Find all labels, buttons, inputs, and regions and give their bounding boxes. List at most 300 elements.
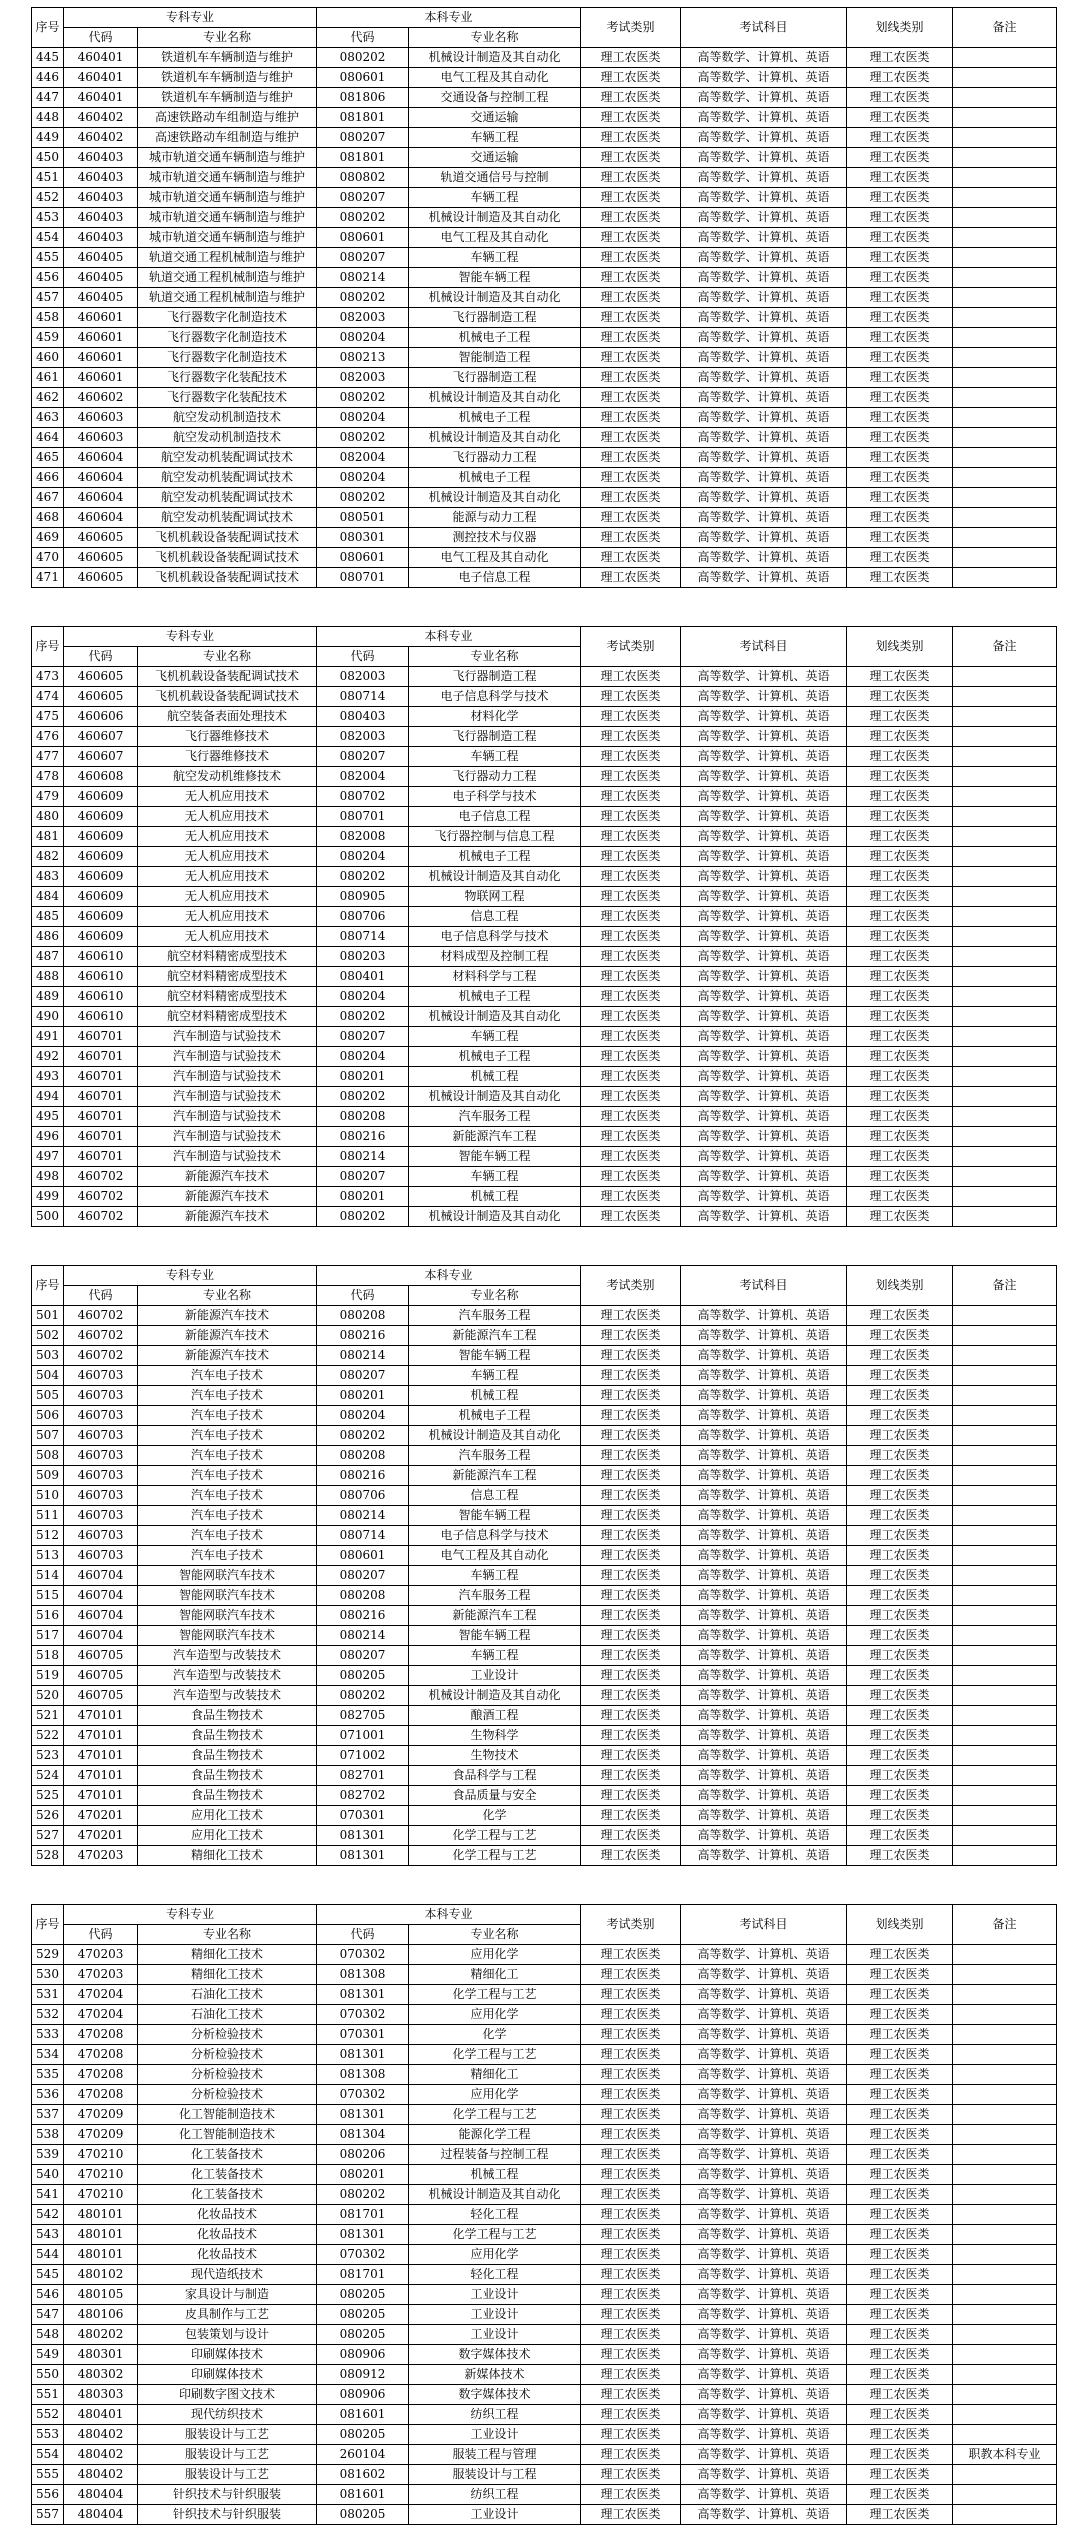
exam-category-cell: 理工农医类 [581,1366,681,1386]
zhuanke-code-cell: 460610 [64,947,138,967]
exam-subjects-cell: 高等数学、计算机、英语 [681,2325,847,2345]
zhuanke-name-cell: 汽车电子技术 [138,1506,317,1526]
zhuanke-code-cell: 460601 [64,348,138,368]
zhuanke-code-cell: 460603 [64,428,138,448]
exam-category-cell: 理工农医类 [581,787,681,807]
exam-subjects-cell: 高等数学、计算机、英语 [681,2265,847,2285]
benke-name-cell: 化学工程与工艺 [409,1826,581,1846]
benke-code-cell: 081601 [317,2485,409,2505]
benke-code-cell: 080906 [317,2345,409,2365]
benke-code-cell: 080204 [317,328,409,348]
exam-subjects-cell: 高等数学、计算机、英语 [681,827,847,847]
seq-cell: 494 [32,1087,64,1107]
exam-subjects-cell: 高等数学、计算机、英语 [681,1606,847,1626]
exam-category-cell: 理工农医类 [581,1945,681,1965]
line-category-cell: 理工农医类 [847,2165,953,2185]
line-category-cell: 理工农医类 [847,887,953,907]
benke-code-cell: 070302 [317,2245,409,2265]
zhuanke-name-cell: 汽车制造与试验技术 [138,1087,317,1107]
line-category-cell: 理工农医类 [847,2005,953,2025]
exam-subjects-cell: 高等数学、计算机、英语 [681,987,847,1007]
seq-cell: 481 [32,827,64,847]
benke-code-cell: 080213 [317,348,409,368]
zhuanke-name-cell: 无人机应用技术 [138,887,317,907]
benke-code-cell: 080205 [317,1666,409,1686]
line-category-cell: 理工农医类 [847,2365,953,2385]
exam-category-cell: 理工农医类 [581,228,681,248]
seq-cell: 491 [32,1027,64,1047]
exam-subjects-cell: 高等数学、计算机、英语 [681,1466,847,1486]
table-row [32,2145,1057,2165]
notes-cell [953,128,1057,148]
zhuanke-name-cell: 无人机应用技术 [138,907,317,927]
zhuanke-code-cell: 460609 [64,907,138,927]
benke-code-cell: 080204 [317,1047,409,1067]
zhuanke-name-cell: 航空发动机装配调试技术 [138,468,317,488]
exam-category-cell: 理工农医类 [581,1406,681,1426]
seq-cell: 526 [32,1806,64,1826]
seq-cell: 459 [32,328,64,348]
zhuanke-name-cell: 针织技术与针织服装 [138,2485,317,2505]
seq-cell: 488 [32,967,64,987]
seq-cell: 455 [32,248,64,268]
zhuanke-name-cell: 飞行器数字化制造技术 [138,308,317,328]
benke-code-cell: 080714 [317,927,409,947]
seq-header: 序号 [32,627,64,667]
zhuanke-code-cell: 460605 [64,568,138,588]
zhuanke-code-cell: 470201 [64,1826,138,1846]
notes-header: 备注 [953,1905,1057,1945]
benke-name-cell: 车辆工程 [409,128,581,148]
benke-name-cell: 机械设计制造及其自动化 [409,1426,581,1446]
line-category-cell: 理工农医类 [847,1786,953,1806]
line-category-cell: 理工农医类 [847,468,953,488]
line-category-cell: 理工农医类 [847,1047,953,1067]
exam-subjects-cell: 高等数学、计算机、英语 [681,1067,847,1087]
benke-code-cell: 080214 [317,1147,409,1167]
line-category-cell: 理工农医类 [847,1386,953,1406]
notes-cell [953,568,1057,588]
exam-subjects-cell: 高等数学、计算机、英语 [681,448,847,468]
benke-code-cell: 070302 [317,2085,409,2105]
benke-name-cell: 服装工程与管理 [409,2445,581,2465]
exam-category-cell: 理工农医类 [581,947,681,967]
benke-code-cell: 080701 [317,568,409,588]
exam-subjects-cell: 高等数学、计算机、英语 [681,128,847,148]
seq-cell: 510 [32,1486,64,1506]
zhuanke-name-cell: 化工智能制造技术 [138,2105,317,2125]
zhuanke-code-cell: 480303 [64,2385,138,2405]
benke-name-cell: 材料科学与工程 [409,967,581,987]
notes-cell [953,1646,1057,1666]
benke-name-cell: 机械设计制造及其自动化 [409,2185,581,2205]
notes-cell [953,148,1057,168]
benke-code-cell: 082004 [317,767,409,787]
benke-code-cell: 080201 [317,1067,409,1087]
seq-cell: 531 [32,1985,64,2005]
exam-subjects-cell: 高等数学、计算机、英语 [681,2305,847,2325]
table-row [32,2185,1057,2205]
zhuanke-code-cell: 460401 [64,68,138,88]
line-category-cell: 理工农医类 [847,1726,953,1746]
zhuanke-code-cell: 460701 [64,1067,138,1087]
exam-subjects-header: 考试科目 [681,1266,847,1306]
table-row [32,1326,1057,1346]
zhuanke-name-cell: 飞行器数字化制造技术 [138,328,317,348]
zhuanke-code-cell: 470209 [64,2125,138,2145]
seq-cell: 480 [32,807,64,827]
exam-category-cell: 理工农医类 [581,368,681,388]
exam-category-cell: 理工农医类 [581,2425,681,2445]
benke-name-cell: 工业设计 [409,2425,581,2445]
notes-cell [953,907,1057,927]
exam-subjects-cell: 高等数学、计算机、英语 [681,48,847,68]
exam-category-cell: 理工农医类 [581,847,681,867]
zhuanke-name-cell: 皮具制作与工艺 [138,2305,317,2325]
zhuanke-name-cell: 航空装备表面处理技术 [138,707,317,727]
benke-name-cell: 车辆工程 [409,1366,581,1386]
benke-name-cell: 机械设计制造及其自动化 [409,388,581,408]
benke-name-cell: 机械电子工程 [409,987,581,1007]
benke-name-cell: 电子信息科学与技术 [409,927,581,947]
benke-code-cell: 080205 [317,2305,409,2325]
notes-cell [953,408,1057,428]
line-category-cell: 理工农医类 [847,1446,953,1466]
exam-subjects-cell: 高等数学、计算机、英语 [681,508,847,528]
zhuanke-code-cell: 460701 [64,1107,138,1127]
seq-cell: 492 [32,1047,64,1067]
benke-code-cell: 080202 [317,1686,409,1706]
notes-cell [953,1766,1057,1786]
notes-cell [953,1147,1057,1167]
seq-cell: 552 [32,2405,64,2425]
seq-cell: 555 [32,2465,64,2485]
exam-subjects-cell: 高等数学、计算机、英语 [681,2345,847,2365]
seq-cell: 501 [32,1306,64,1326]
zhuanke-code-cell: 460701 [64,1027,138,1047]
line-category-cell: 理工农医类 [847,1426,953,1446]
zhuanke-name-cell: 现代纺织技术 [138,2405,317,2425]
table-row [32,1027,1057,1047]
notes-cell [953,1666,1057,1686]
table-row [32,108,1057,128]
benke-name-cell: 服装设计与工程 [409,2465,581,2485]
exam-subjects-cell: 高等数学、计算机、英语 [681,1586,847,1606]
zhuanke-name-cell: 轨道交通工程机械制造与维护 [138,288,317,308]
benke-code-cell: 260104 [317,2445,409,2465]
line-category-cell: 理工农医类 [847,1706,953,1726]
seq-cell: 540 [32,2165,64,2185]
exam-subjects-cell: 高等数学、计算机、英语 [681,368,847,388]
benke-name-cell: 汽车服务工程 [409,1586,581,1606]
exam-subjects-cell: 高等数学、计算机、英语 [681,1566,847,1586]
exam-category-cell: 理工农医类 [581,727,681,747]
zhuanke-code-cell: 460605 [64,687,138,707]
benke-name-cell: 机械设计制造及其自动化 [409,488,581,508]
benke-name-cell: 化学工程与工艺 [409,2105,581,2125]
exam-subjects-cell: 高等数学、计算机、英语 [681,408,847,428]
exam-subjects-cell: 高等数学、计算机、英语 [681,2245,847,2265]
zhuanke-name-cell: 化妆品技术 [138,2245,317,2265]
notes-cell [953,1306,1057,1326]
seq-cell: 463 [32,408,64,428]
zhuanke-code-cell: 480101 [64,2205,138,2225]
zhuanke-code-cell: 470208 [64,2045,138,2065]
zhuanke-name-cell: 轨道交通工程机械制造与维护 [138,248,317,268]
benke-name-cell: 机械工程 [409,2165,581,2185]
notes-cell [953,1846,1057,1866]
line-category-cell: 理工农医类 [847,2425,953,2445]
notes-cell [953,2225,1057,2245]
exam-category-cell: 理工农医类 [581,2345,681,2365]
notes-cell [953,1686,1057,1706]
seq-cell: 533 [32,2025,64,2045]
exam-subjects-cell: 高等数学、计算机、英语 [681,2085,847,2105]
table-row [32,927,1057,947]
zhuanke-code-header: 代码 [64,1925,138,1945]
line-category-header: 划线类别 [847,627,953,667]
notes-cell [953,1506,1057,1526]
line-category-cell: 理工农医类 [847,368,953,388]
notes-cell [953,1346,1057,1366]
benke-code-cell: 080706 [317,1486,409,1506]
table-row [32,767,1057,787]
seq-cell: 504 [32,1366,64,1386]
notes-cell [953,727,1057,747]
seq-cell: 473 [32,667,64,687]
zhuanke-code-cell: 460705 [64,1666,138,1686]
seq-cell: 528 [32,1846,64,1866]
zhuanke-name-cell: 航空发动机制造技术 [138,408,317,428]
table-row [32,807,1057,827]
table-row [32,2465,1057,2485]
table-row [32,1147,1057,1167]
benke-name-cell: 电气工程及其自动化 [409,1546,581,1566]
exam-subjects-cell: 高等数学、计算机、英语 [681,2165,847,2185]
benke-name-cell: 工业设计 [409,2285,581,2305]
exam-category-cell: 理工农医类 [581,2085,681,2105]
benke-name-cell: 化学工程与工艺 [409,1846,581,1866]
exam-category-cell: 理工农医类 [581,1306,681,1326]
benke-name-cell: 测控技术与仪器 [409,528,581,548]
benke-name-cell: 信息工程 [409,907,581,927]
table-row [32,348,1057,368]
table-row [32,1746,1057,1766]
exam-category-cell: 理工农医类 [581,168,681,188]
benke-name-cell: 汽车服务工程 [409,1306,581,1326]
seq-cell: 476 [32,727,64,747]
major-table [31,1265,1057,1866]
header-row [32,1266,1057,1286]
benke-name-cell: 数字媒体技术 [409,2345,581,2365]
table-body [32,1306,1057,1866]
line-category-cell: 理工农医类 [847,787,953,807]
seq-cell: 466 [32,468,64,488]
notes-cell [953,248,1057,268]
zhuanke-code-cell: 470208 [64,2065,138,2085]
benke-name-cell: 应用化学 [409,2245,581,2265]
exam-subjects-cell: 高等数学、计算机、英语 [681,208,847,228]
zhuanke-name-cell: 食品生物技术 [138,1706,317,1726]
exam-category-cell: 理工农医类 [581,927,681,947]
table-row [32,987,1057,1007]
exam-category-cell: 理工农医类 [581,1346,681,1366]
benke-code-cell: 070302 [317,1945,409,1965]
benke-name-cell: 电气工程及其自动化 [409,548,581,568]
exam-category-cell: 理工农医类 [581,1626,681,1646]
exam-subjects-cell: 高等数学、计算机、英语 [681,1726,847,1746]
benke-code-cell: 071001 [317,1726,409,1746]
benke-name-cell: 机械设计制造及其自动化 [409,208,581,228]
seq-header: 序号 [32,1905,64,1945]
exam-subjects-cell: 高等数学、计算机、英语 [681,568,847,588]
seq-cell: 468 [32,508,64,528]
zhuanke-name-cell: 航空发动机装配调试技术 [138,488,317,508]
seq-cell: 487 [32,947,64,967]
exam-subjects-cell: 高等数学、计算机、英语 [681,1047,847,1067]
header-row [32,8,1057,28]
benke-name-cell: 车辆工程 [409,1027,581,1047]
line-category-cell: 理工农医类 [847,927,953,947]
benke-name-cell: 交通设备与控制工程 [409,88,581,108]
exam-subjects-cell: 高等数学、计算机、英语 [681,2225,847,2245]
benke-code-cell: 080214 [317,1506,409,1526]
notes-cell [953,1546,1057,1566]
seq-cell: 486 [32,927,64,947]
line-category-cell: 理工农医类 [847,1766,953,1786]
exam-subjects-cell: 高等数学、计算机、英语 [681,927,847,947]
benke-code-cell: 080207 [317,188,409,208]
table-row [32,1546,1057,1566]
zhuanke-name-cell: 食品生物技术 [138,1726,317,1746]
table-row [32,1486,1057,1506]
zhuanke-name-cell: 食品生物技术 [138,1786,317,1806]
zhuanke-name-cell: 汽车电子技术 [138,1446,317,1466]
notes-cell [953,667,1057,687]
exam-category-cell: 理工农医类 [581,1047,681,1067]
benke-code-cell: 081801 [317,148,409,168]
seq-cell: 454 [32,228,64,248]
seq-cell: 553 [32,2425,64,2445]
zhuanke-name-cell: 轨道交通工程机械制造与维护 [138,268,317,288]
benke-name-cell: 电子信息科学与技术 [409,687,581,707]
zhuanke-name-cell: 汽车制造与试验技术 [138,1047,317,1067]
benke-name-cell: 食品科学与工程 [409,1766,581,1786]
zhuanke-code-cell: 460401 [64,48,138,68]
seq-cell: 525 [32,1786,64,1806]
benke-name-header: 专业名称 [409,647,581,667]
zhuanke-name-cell: 无人机应用技术 [138,807,317,827]
zhuanke-code-cell: 460704 [64,1626,138,1646]
notes-cell [953,1187,1057,1207]
line-category-cell: 理工农医类 [847,108,953,128]
seq-cell: 543 [32,2225,64,2245]
notes-cell [953,2265,1057,2285]
exam-category-cell: 理工农医类 [581,827,681,847]
benke-name-cell: 信息工程 [409,1486,581,1506]
exam-subjects-cell: 高等数学、计算机、英语 [681,468,847,488]
exam-subjects-cell: 高等数学、计算机、英语 [681,1346,847,1366]
benke-name-cell: 轨道交通信号与控制 [409,168,581,188]
zhuanke-name-cell: 城市轨道交通车辆制造与维护 [138,208,317,228]
notes-cell [953,2085,1057,2105]
zhuanke-code-cell: 470208 [64,2025,138,2045]
seq-cell: 537 [32,2105,64,2125]
seq-cell: 467 [32,488,64,508]
zhuanke-name-cell: 针织技术与针织服装 [138,2505,317,2525]
benke-code-cell: 082702 [317,1786,409,1806]
notes-cell [953,1786,1057,1806]
seq-cell: 474 [32,687,64,707]
seq-cell: 447 [32,88,64,108]
benke-code-cell: 082003 [317,667,409,687]
exam-category-cell: 理工农医类 [581,2165,681,2185]
benke-code-cell: 080906 [317,2385,409,2405]
notes-cell [953,1167,1057,1187]
notes-cell [953,2485,1057,2505]
benke-name-cell: 车辆工程 [409,1167,581,1187]
zhuanke-code-cell: 460605 [64,548,138,568]
benke-name-cell: 化学工程与工艺 [409,2045,581,2065]
exam-category-cell: 理工农医类 [581,807,681,827]
exam-category-cell: 理工农医类 [581,408,681,428]
zhuanke-name-cell: 汽车电子技术 [138,1466,317,1486]
exam-subjects-cell: 高等数学、计算机、英语 [681,1486,847,1506]
line-category-cell: 理工农医类 [847,1067,953,1087]
line-category-cell: 理工农医类 [847,947,953,967]
notes-cell [953,807,1057,827]
benke-code-cell: 080202 [317,48,409,68]
exam-category-cell: 理工农医类 [581,907,681,927]
exam-category-cell: 理工农医类 [581,987,681,1007]
notes-cell [953,1746,1057,1766]
table-row [32,1446,1057,1466]
benke-code-cell: 080202 [317,2185,409,2205]
seq-cell: 502 [32,1326,64,1346]
zhuanke-code-cell: 460703 [64,1486,138,1506]
zhuanke-name-cell: 航空发动机装配调试技术 [138,508,317,528]
exam-category-cell: 理工农医类 [581,1446,681,1466]
exam-category-cell: 理工农医类 [581,1167,681,1187]
benke-code-cell: 080204 [317,408,409,428]
benke-header: 本科专业 [317,1266,581,1286]
table-row [32,1306,1057,1326]
benke-name-cell: 机械工程 [409,1067,581,1087]
exam-category-cell: 理工农医类 [581,288,681,308]
table-row [32,228,1057,248]
line-category-cell: 理工农医类 [847,987,953,1007]
exam-subjects-cell: 高等数学、计算机、英语 [681,1706,847,1726]
zhuanke-header: 专科专业 [64,627,317,647]
exam-subjects-cell: 高等数学、计算机、英语 [681,1127,847,1147]
benke-code-cell: 082705 [317,1706,409,1726]
benke-name-header: 专业名称 [409,28,581,48]
table-row [32,907,1057,927]
exam-subjects-cell: 高等数学、计算机、英语 [681,887,847,907]
line-category-cell: 理工农医类 [847,2305,953,2325]
seq-cell: 498 [32,1167,64,1187]
exam-subjects-cell: 高等数学、计算机、英语 [681,867,847,887]
notes-cell [953,987,1057,1007]
zhuanke-code-cell: 460609 [64,847,138,867]
zhuanke-code-cell: 470203 [64,1965,138,1985]
table-row [32,248,1057,268]
notes-cell [953,388,1057,408]
table-row [32,2245,1057,2265]
benke-code-cell: 080214 [317,1346,409,1366]
zhuanke-name-cell: 飞机机载设备装配调试技术 [138,687,317,707]
header-row [32,1905,1057,1925]
